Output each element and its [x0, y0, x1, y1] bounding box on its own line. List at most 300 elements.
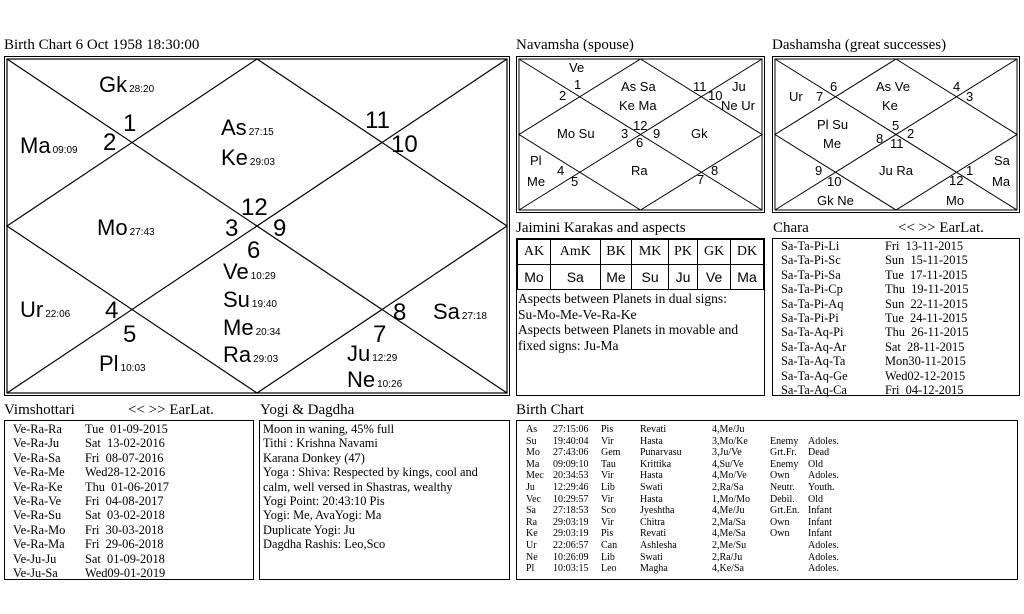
birth-table-cell: 2,Ra/Ju: [712, 551, 743, 563]
birth-table-row: [526, 470, 848, 482]
main-chart: [4, 56, 510, 396]
dashamsha-label: Ma: [992, 174, 1011, 189]
period-date: Sat 01-09-2018: [85, 551, 165, 566]
birth-table-row: [526, 494, 848, 506]
navamsha-label: As Sa: [621, 79, 656, 94]
dashamsha-chart: [772, 56, 1020, 213]
planet-degree: 12:29: [372, 353, 398, 364]
period-date: Mon30-11-2015: [885, 354, 966, 369]
aspects-line: fixed signs: Ju-Ma: [518, 337, 619, 353]
birth-table-cell: 4,Me/Ju: [712, 424, 745, 435]
planet-label: Ur: [20, 297, 44, 322]
main-chart-cell-4: [221, 115, 274, 141]
period-date: Fri 04-08-2017: [85, 494, 164, 509]
navamsha-label: Mo Su: [557, 126, 595, 141]
birth-table-cell: Own: [770, 516, 790, 528]
period-row: [13, 480, 169, 494]
period-name: Ve-Ra-Sa: [13, 450, 61, 465]
house-number: 9: [273, 215, 287, 242]
vimshottari-nav[interactable]: << >> EarLat.: [128, 402, 214, 418]
planet-degree: 09:09: [52, 145, 78, 156]
planet-label: Sa: [433, 299, 460, 324]
main-chart-cell-19: [123, 321, 136, 349]
dashamsha-label: 6: [830, 79, 838, 94]
period-row: [781, 282, 969, 296]
navamsha-label: Ju: [732, 79, 746, 94]
birth-table-cell: 1,Mo/Mo: [712, 493, 751, 505]
karaka-value: Ve: [698, 265, 731, 290]
yogi-line: Yogi: Me, AvaYogi: Ma: [263, 508, 382, 523]
birth-table-cell: Swati: [640, 551, 663, 563]
period-date: Tue 17-11-2015: [885, 267, 968, 282]
period-row: [13, 537, 169, 551]
birth-table-cell: Revati: [640, 424, 667, 435]
birth-table-cell: Vir: [601, 493, 614, 505]
birth-table-cell: 4,Me/Sa: [712, 528, 746, 540]
period-name: Ve-Ra-Mo: [13, 522, 66, 537]
period-row: [781, 383, 969, 397]
period-name: Ve-Ra-Ve: [13, 494, 62, 509]
dashamsha-label: Ju Ra: [879, 163, 913, 178]
birth-table-row: [526, 447, 848, 459]
navamsha-label: Me: [527, 174, 546, 189]
birth-table-cell: 4,Ke/Sa: [712, 563, 744, 575]
birth-table-row: [526, 424, 848, 436]
house-number: 7: [373, 321, 387, 348]
main-chart-cell-6: [365, 107, 390, 135]
main-chart-cell-5: [221, 145, 275, 171]
karaka-header: MK: [632, 240, 669, 265]
main-chart-cell-21: [393, 299, 406, 327]
period-name: Sa-Ta-Aq-Ca: [781, 383, 847, 398]
navamsha-label: Ra: [631, 163, 648, 178]
navamsha-label: 10: [708, 88, 723, 103]
navamsha-label: 7: [697, 172, 705, 187]
birth-table-cell: Can: [601, 539, 618, 551]
yogi-title: Yogi & Dagdha: [260, 402, 355, 418]
karaka-value: Ju: [668, 265, 697, 290]
house-number: 1: [123, 110, 137, 137]
birth-table-cell: Youth.: [808, 481, 835, 493]
birth-table-row: [526, 459, 848, 471]
main-chart-cell-15: [223, 315, 281, 341]
period-date: Fri 13-11-2015: [885, 239, 964, 253]
main-chart-cell-2: [103, 129, 116, 157]
birth-table-cell: Mec: [526, 470, 544, 482]
planet-label: Ra: [223, 342, 252, 367]
dashamsha-label: 10: [827, 174, 842, 189]
planet-degree: 29:03: [253, 354, 279, 365]
birth-table-cell: Old: [808, 493, 823, 505]
birth-table-row: [526, 552, 848, 564]
birth-table-row: [526, 436, 848, 448]
birth-table-cell: Sco: [601, 505, 616, 517]
dashamsha-label: 12: [949, 173, 964, 188]
birth-table-cell: Lib: [601, 481, 615, 493]
navamsha-label: Ve: [569, 60, 585, 75]
period-row: [781, 325, 969, 339]
karaka-value: Mo: [518, 265, 551, 290]
planet-degree: 22:06: [45, 309, 71, 320]
main-chart-cell-16: [223, 342, 278, 368]
planet-label: Me: [223, 315, 254, 340]
house-number: 11: [365, 107, 390, 134]
period-row: [13, 508, 169, 522]
yogi-line: calm, well versed in Shastras, wealthy: [263, 479, 453, 494]
birth-table-cell: 10:03:15: [553, 563, 589, 575]
house-number: 6: [247, 237, 261, 264]
period-name: Ve-Ra-Me: [13, 465, 65, 480]
period-date: Sat 03-02-2018: [85, 508, 165, 523]
birth-table-cell: Chitra: [640, 516, 665, 528]
chara-title: Chara: [773, 220, 809, 236]
karaka-value: Sa: [550, 265, 600, 290]
birth-table-cell: 2,Ma/Sa: [712, 516, 746, 528]
dashamsha-label: 7: [816, 89, 824, 104]
birth-table-cell: Debil.: [770, 493, 795, 505]
house-number: 12: [241, 194, 268, 221]
period-name: Sa-Ta-Pi-Pi: [781, 311, 839, 326]
dashamsha-label: 2: [907, 126, 915, 141]
dashamsha-label: 5: [892, 118, 900, 133]
main-chart-cell-14: [223, 287, 277, 313]
period-date: Thu 19-11-2015: [885, 282, 969, 297]
birth-table-cell: Gem: [601, 447, 621, 459]
planet-label: Pl: [99, 351, 119, 376]
main-chart-cell-10: [225, 215, 238, 243]
birth-table-cell: Jyeshtha: [640, 505, 675, 517]
dashamsha-label: As Ve: [876, 79, 910, 94]
navamsha-label: Gk: [691, 126, 708, 141]
birth-table-cell: Adoles.: [808, 435, 839, 447]
house-number: 3: [225, 215, 239, 242]
planet-label: Ma: [20, 133, 51, 158]
birth-table-row: [526, 528, 848, 540]
period-date: Tue 24-11-2015: [885, 311, 968, 326]
period-name: Sa-Ta-Pi-Cp: [781, 282, 843, 297]
navamsha-label: 9: [653, 126, 661, 141]
planet-degree: 10:29: [250, 271, 276, 282]
dashamsha-label: Ke: [882, 98, 898, 113]
period-row: [781, 311, 969, 325]
navamsha-title: Navamsha (spouse): [516, 37, 634, 53]
karaka-header: BK: [600, 240, 632, 265]
period-name: Sa-Ta-Pi-Aq: [781, 296, 844, 311]
birth-table-cell: Own: [770, 528, 790, 540]
dashamsha-label: Pl Su: [817, 117, 849, 132]
period-name: Sa-Ta-Aq-Pi: [781, 325, 844, 340]
birth-table-row: [526, 517, 848, 529]
navamsha-label: Pl: [530, 153, 542, 168]
birth-table-cell: Ne: [526, 551, 538, 563]
yogi-panel: [259, 420, 510, 580]
period-name: Ve-Ra-Ke: [13, 479, 63, 494]
birth-table-cell: 20:34:53: [553, 470, 589, 482]
birth-table-cell: Swati: [640, 481, 663, 493]
birth-table-cell: Magha: [640, 563, 668, 575]
birth-table-cell: [770, 552, 808, 564]
dashamsha-label: 9: [815, 163, 823, 178]
birth-table-cell: Pis: [601, 424, 614, 435]
yogi-line: Yogi Point: 20:43:10 Pis: [263, 494, 385, 509]
period-date: Fri 30-03-2018: [85, 522, 164, 537]
karakas-table: [517, 239, 764, 290]
yogi-line: Tithi : Krishna Navami: [263, 436, 378, 451]
birth-table-cell: 4,Mo/Ve: [712, 470, 747, 482]
period-date: Sat 13-02-2016: [85, 436, 165, 451]
period-row: [13, 552, 169, 566]
karaka-header: PK: [668, 240, 697, 265]
house-number: 5: [123, 321, 137, 348]
yogi-line: Karana Donkey (47): [263, 450, 365, 465]
planet-degree: 29:03: [249, 157, 275, 168]
dashamsha-label: Sa: [994, 153, 1010, 168]
main-chart-cell-20: [99, 351, 146, 377]
period-row: [13, 436, 169, 450]
period-name: Sa-Ta-Pi-Sc: [781, 253, 841, 268]
karaka-header: AK: [518, 240, 551, 265]
main-chart-cell-18: [105, 297, 118, 325]
birth-table-cell: Hasta: [640, 493, 663, 505]
period-name: Sa-Ta-Pi-Li: [781, 239, 840, 253]
navamsha-label: 5: [571, 174, 579, 189]
period-row: [781, 297, 969, 311]
dashamsha-label: Ur: [789, 89, 803, 104]
aspects-line: Su-Mo-Me-Ve-Ra-Ke: [518, 306, 637, 322]
birth-table-cell: Tau: [601, 458, 616, 470]
period-row: [13, 523, 169, 537]
birth-table-cell: 10:29:57: [553, 493, 589, 505]
period-name: Ve-Ju-Ju: [13, 551, 57, 566]
birth-table-cell: Krittika: [640, 458, 672, 470]
karakas-panel: [516, 238, 765, 396]
birth-table-cell: 10:26:09: [553, 551, 589, 563]
birth-table-cell: Mo: [526, 447, 540, 459]
birth-table-cell: Sa: [526, 505, 536, 517]
period-date: Sun 22-11-2015: [885, 296, 968, 311]
planet-degree: 20:34: [255, 327, 281, 338]
navamsha-label: 1: [574, 77, 582, 92]
dashamsha-label: Me: [823, 136, 842, 151]
birth-table-cell: 12:29:46: [553, 481, 589, 493]
karaka-value: Me: [600, 265, 632, 290]
birth-table-cell: Neutr.: [770, 481, 795, 493]
navamsha-label: 4: [557, 163, 565, 178]
birth-table-cell: Infant: [808, 528, 832, 540]
period-row: [781, 354, 969, 368]
period-row: [13, 422, 169, 436]
planet-label: Ve: [223, 259, 249, 284]
period-date: Fri 08-07-2016: [85, 450, 164, 465]
house-number: 2: [103, 129, 117, 156]
period-name: Sa-Ta-Pi-Sa: [781, 267, 841, 282]
period-row: [781, 268, 969, 282]
birth-table-cell: Ma: [526, 458, 540, 470]
period-row: [13, 451, 169, 465]
period-row: [781, 253, 969, 267]
birth-table-cell: Su: [526, 435, 537, 447]
birth-table-cell: Infant: [808, 516, 832, 528]
period-date: Thu 26-11-2015: [885, 325, 969, 340]
birth-table-cell: Adoles.: [808, 539, 839, 551]
planet-label: As: [221, 115, 247, 140]
birth-table-cell: Pis: [601, 528, 614, 540]
period-date: Wed09-01-2019: [85, 566, 166, 581]
navamsha-label: 2: [559, 88, 567, 103]
birth-table-cell: [770, 540, 808, 552]
planet-label: Gk: [99, 72, 128, 97]
dashamsha-label: Mo: [946, 193, 965, 208]
dashamsha-label: Gk Ne: [817, 193, 854, 208]
main-chart-cell-23: [433, 299, 487, 325]
birth-table-cell: Adoles.: [808, 563, 839, 575]
period-date: Thu 01-06-2017: [85, 479, 169, 494]
karaka-value: Su: [632, 265, 669, 290]
period-name: Ve-Ra-Ju: [13, 436, 60, 451]
period-row: [13, 566, 169, 580]
vimshottari-panel: [4, 420, 254, 580]
dashamsha-title: Dashamsha (great successes): [772, 37, 947, 53]
vimshottari-title: Vimshottari: [4, 402, 75, 418]
birth-table-cell: Revati: [640, 528, 667, 540]
karaka-header: AmK: [550, 240, 600, 265]
birth-table-cell: Ashlesha: [640, 539, 677, 551]
planet-degree: 27:18: [461, 311, 487, 322]
navamsha-chart: [516, 56, 765, 213]
birth-table-title: Birth Chart: [516, 402, 584, 418]
birth-table-cell: Old: [808, 458, 823, 470]
period-name: Ve-Ra-Ma: [13, 537, 65, 552]
period-date: Sun 15-11-2015: [885, 253, 968, 268]
birth-table-cell: [808, 424, 848, 436]
birth-table-cell: Vir: [601, 435, 614, 447]
navamsha-label: 12: [633, 118, 648, 133]
period-name: Sa-Ta-Aq-Ge: [781, 368, 848, 383]
main-chart-cell-1: [123, 110, 136, 138]
birth-table-cell: Hasta: [640, 435, 663, 447]
navamsha-label: 11: [693, 79, 707, 94]
house-number: 8: [393, 299, 407, 326]
birth-table-cell: 4,Su/Ve: [712, 458, 744, 470]
birth-table-cell: 29:03:19: [553, 516, 589, 528]
planet-label: Su: [223, 287, 250, 312]
birth-table-cell: 3,Ju/Ve: [712, 447, 742, 459]
main-chart-cell-24: [347, 341, 397, 367]
birth-table-cell: As: [526, 424, 538, 435]
birth-table-cell: Grt.En.: [770, 505, 800, 517]
period-name: Ve-Ra-Su: [13, 508, 62, 523]
birth-table-cell: 09:09:10: [553, 458, 589, 470]
birth-table-cell: 19:40:04: [553, 435, 589, 447]
house-number: 4: [105, 297, 119, 324]
period-row: [781, 340, 969, 354]
planet-label: Ke: [221, 145, 248, 170]
birth-table-row: [526, 505, 848, 517]
birth-table-cell: Ur: [526, 539, 537, 551]
birth-table-row: [526, 482, 848, 494]
yogi-line: Duplicate Yogi: Ju: [263, 522, 355, 537]
birth-table-cell: Ke: [526, 528, 538, 540]
period-date: Wed02-12-2015: [885, 368, 966, 383]
main-chart-cell-13: [223, 259, 276, 285]
birth-table-cell: Grt.Fr.: [770, 447, 797, 459]
period-name: Ve-Ra-Ra: [13, 422, 62, 436]
main-chart-cell-9: [241, 194, 268, 222]
planet-degree: 19:40: [251, 299, 277, 310]
dashamsha-label: 3: [966, 89, 974, 104]
karaka-value: Ma: [731, 265, 764, 290]
chara-panel: [772, 238, 1020, 396]
birth-table-cell: 2,Me/Su: [712, 539, 747, 551]
birth-table-cell: 27:18:53: [553, 505, 589, 517]
birth-table-cell: Punarvasu: [640, 447, 682, 459]
birth-table-cell: Ra: [526, 516, 538, 528]
period-date: Fri 04-12-2015: [885, 383, 964, 398]
main-chart-cell-0: [99, 72, 154, 98]
birth-table-cell: Leo: [601, 563, 617, 575]
birth-table-row: [526, 563, 848, 575]
birth-table-cell: Adoles.: [808, 470, 839, 482]
period-name: Ve-Ju-Sa: [13, 566, 58, 581]
main-chart-cell-11: [273, 215, 286, 243]
birth-table-cell: 27:43:06: [553, 447, 589, 459]
main-chart-cell-17: [20, 297, 70, 323]
birth-table-cell: Adoles.: [808, 551, 839, 563]
navamsha-label: 6: [636, 135, 644, 150]
planet-degree: 27:43: [129, 227, 155, 238]
birth-table-cell: Ju: [526, 481, 535, 493]
birth-table-cell: 2,Ra/Sa: [712, 481, 744, 493]
birth-table-cell: Vir: [601, 470, 614, 482]
dashamsha-label: 8: [876, 131, 884, 146]
birth-table-cell: 29:03:19: [553, 528, 589, 540]
period-date: Wed28-12-2016: [85, 465, 166, 480]
period-row: [781, 369, 969, 383]
aspects-line: Aspects between Planets in movable and: [518, 322, 739, 337]
dashamsha-label: 4: [953, 79, 961, 94]
birth-table-cell: [770, 424, 808, 436]
dashamsha-label: 1: [966, 163, 974, 178]
yogi-line: Moon in waning, 45% full: [263, 422, 395, 436]
period-date: Fri 29-06-2018: [85, 537, 164, 552]
birth-table-cell: Hasta: [640, 470, 663, 482]
planet-label: Mo: [97, 215, 128, 240]
main-chart-cell-3: [20, 133, 78, 159]
period-date: Sat 28-11-2015: [885, 339, 965, 354]
birth-table-cell: 3,Mo/Ke: [712, 435, 748, 447]
planet-degree: 27:15: [248, 127, 274, 138]
planet-label: Ju: [347, 341, 371, 366]
period-row: [781, 239, 969, 253]
navamsha-label: Ke Ma: [619, 98, 657, 113]
navamsha-label: 3: [621, 126, 629, 141]
birth-table-cell: 27:15:06: [553, 424, 589, 435]
main-chart-cell-7: [391, 131, 418, 159]
navamsha-label: Ne Ur: [721, 98, 755, 113]
planet-label: Ne: [347, 367, 376, 392]
chara-nav[interactable]: << >> EarLat.: [898, 220, 984, 236]
period-name: Sa-Ta-Aq-Ta: [781, 354, 846, 369]
period-name: Sa-Ta-Aq-Ar: [781, 339, 847, 354]
birth-table-cell: Infant: [808, 505, 832, 517]
karakas-title: Jaimini Karakas and aspects: [516, 220, 686, 236]
birth-table-cell: Pl: [526, 563, 535, 575]
aspects-line: Aspects between Planets in dual signs:: [518, 291, 727, 306]
birth-table-cell: Own: [770, 470, 790, 482]
birth-table-cell: 22:06:57: [553, 539, 589, 551]
birth-table-cell: Vir: [601, 516, 614, 528]
main-chart-title: Birth Chart 6 Oct 1958 18:30:00: [4, 37, 200, 53]
